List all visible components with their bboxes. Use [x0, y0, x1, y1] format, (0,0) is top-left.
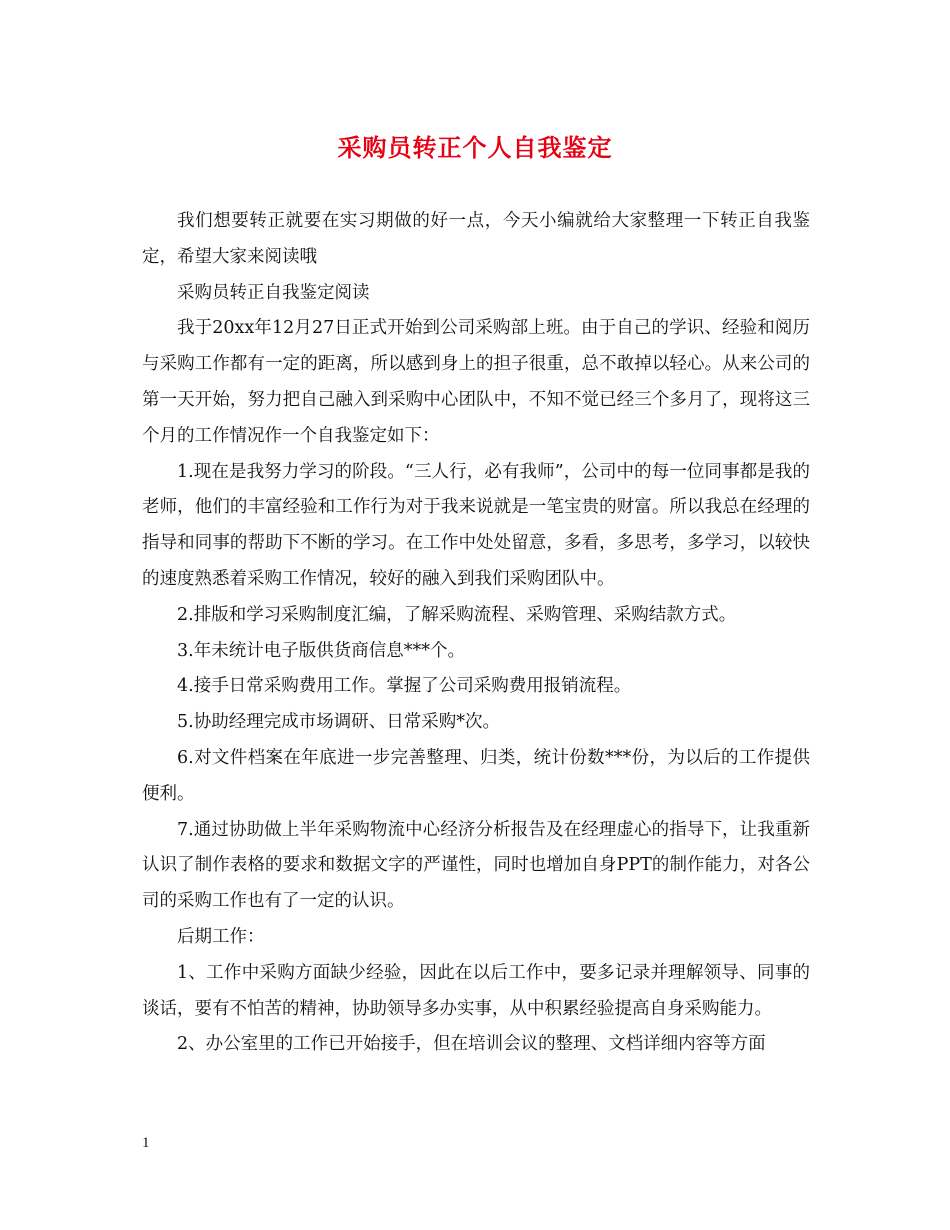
document-body: [142, 204, 810, 1063]
body-paragraph: 我于20xx年12月27日正式开始到公司采购部上班。由于自己的学识、经验和阅历与采购工作都有一定的距离，所以感到身上的担子很重，总不敢掉以轻心。从来公司的第一天开始，努力把自己融入到采购中心团队中，不知不觉已经三个多月了，现将这三个月的工作情况作一个自我鉴定如下：: [142, 318, 810, 446]
intro-paragraph: 我们想要转正就要在实习期做的好一点，今天小编就给大家整理一下转正自我鉴定，希望大家来阅读哦: [142, 211, 810, 267]
page-number: 1: [142, 1135, 150, 1151]
list-item: 2.排版和学习采购制度汇编，了解采购流程、采购管理、采购结款方式。: [177, 604, 737, 625]
subsection-heading: 后期工作：: [177, 926, 265, 947]
list-item: 4.接手日常采购费用工作。掌握了公司采购费用报销流程。: [177, 676, 632, 697]
list-item: 7.通过协助做上半年采购物流中心经济分析报告及在经理虚心的指导下，让我重新认识了制作表格的要求和数据文字的严谨性，同时也增加自身PPT的制作能力，对各公司的采购工作也有了一定的认识。: [142, 819, 810, 912]
section-heading: 采购员转正自我鉴定阅读: [177, 282, 370, 303]
list-item: 3.年未统计电子版供货商信息***个。: [177, 640, 465, 661]
list-item: 1、工作中采购方面缺少经验，因此在以后工作中，要多记录并理解领导、同事的谈话，要有不怕苦的精神，协助领导多办实事，从中积累经验提高自身采购能力。: [142, 962, 810, 1019]
list-item: 1.现在是我努力学习的阶段。“三人行，必有我师”，公司中的每一位同事都是我的老师，他们的丰富经验和工作行为对于我来说就是一笔宝贵的财富。所以我总在经理的指导和同事的帮助下不断的学习。在工作中处处留意，多看，多思考，多学习，以较快的速度熟悉着采购工作情况，较好的融入到我们采购团队中。: [142, 461, 810, 589]
list-item: 6.对文件档案在年底进一步完善整理、归类，统计份数***份，为以后的工作提供便利。: [142, 747, 810, 804]
list-item: 2、办公室里的工作已开始接手，但在培训会议的整理、文档详细内容等方面: [177, 1034, 766, 1055]
document-title: 采购员转正个人自我鉴定: [337, 133, 613, 162]
list-item: 5.协助经理完成市场调研、日常采购*次。: [177, 712, 500, 733]
